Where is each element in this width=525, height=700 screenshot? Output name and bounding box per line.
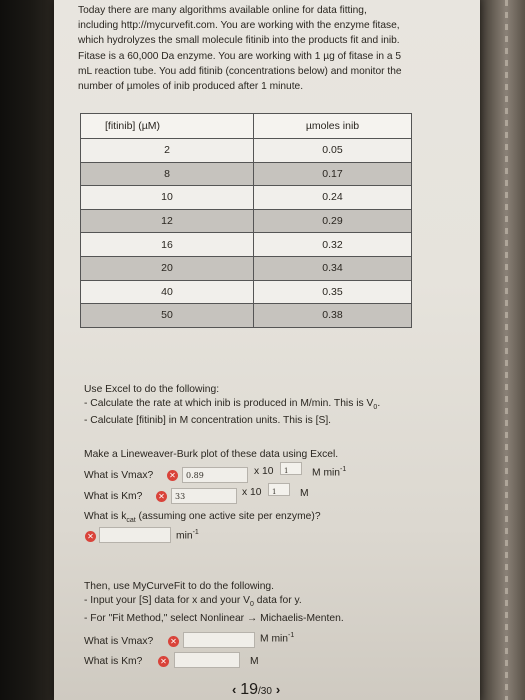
v0-subscript: 0	[373, 403, 378, 411]
incorrect-icon: ✕	[85, 531, 96, 542]
vmax-units	[312, 466, 346, 478]
intro-line: number of µmoles of inib produced after 1 minute.	[78, 81, 304, 93]
v0-subscript: 0	[249, 601, 254, 609]
units-exponent: -1	[288, 632, 295, 639]
intro-line: Fitase is a 60,000 Da enzyme. You are working with 1 µg of fitase in a 5	[78, 50, 401, 62]
excel-line	[84, 397, 444, 415]
period: .	[377, 397, 381, 409]
fit-vmax-units	[260, 632, 294, 644]
kcat-question-text-end: (assuming one active site per enzyme)?	[135, 511, 321, 522]
table-cell: 0.29	[254, 209, 412, 233]
fit-line-end: data for y.	[253, 595, 302, 606]
previous-page-button[interactable]: ‹	[232, 682, 237, 697]
worksheet-page	[54, 0, 480, 700]
table-cell: 12	[81, 209, 254, 233]
current-page: 19	[240, 681, 259, 698]
table-cell: 0.38	[254, 304, 412, 328]
kcat-units	[176, 529, 199, 541]
times-ten-label: x 10	[254, 466, 274, 477]
km-units: M	[300, 488, 309, 499]
table-row	[81, 139, 412, 163]
incorrect-icon: ✕	[167, 470, 178, 481]
next-page-button[interactable]: ›	[275, 682, 281, 697]
fit-line	[84, 594, 444, 612]
table-cell: 0.17	[254, 162, 412, 186]
excel-line-text: - Calculate the rate at which inib is produced in M/min. This is V	[84, 397, 374, 409]
background-stripes	[505, 0, 508, 700]
fit-km-question: What is Km?	[84, 656, 143, 667]
table-row	[81, 280, 412, 304]
units-label: min	[176, 530, 193, 542]
table-row	[81, 186, 412, 210]
fit-vmax-question: What is Vmax?	[84, 636, 154, 647]
incorrect-icon: ✕	[156, 491, 167, 502]
total-pages: /30	[258, 686, 272, 697]
table-cell: 10	[81, 186, 254, 210]
excel-line: Use Excel to do the following:	[84, 384, 220, 395]
fit-line: Then, use MyCurveFit to do the following.	[84, 581, 275, 592]
vmax-times-ten	[254, 466, 273, 477]
table-row	[81, 304, 412, 328]
intro-line: including http://mycurvefit.com. You are working with the enzyme fitase,	[78, 20, 400, 32]
table-row	[81, 209, 412, 233]
background-left	[0, 0, 54, 700]
km-times-ten	[242, 487, 261, 498]
table-cell: 0.24	[254, 186, 412, 210]
units-label: M min	[312, 467, 341, 479]
fit-line-text: - Input your [S] data for x and your V	[84, 595, 250, 606]
intro-line: mL reaction tube. You add fitinib (concentrations below) and monitor the	[78, 65, 402, 77]
fit-line: - For "Fit Method," select Nonlinear → Michaelis-Menten.	[84, 613, 344, 625]
vmax-question: What is Vmax?	[84, 470, 154, 481]
page-navigator	[232, 681, 280, 699]
curvefit-instructions	[84, 580, 444, 626]
km-exponent-input[interactable]	[268, 483, 290, 496]
table-row	[81, 162, 412, 186]
table-cell: 0.35	[254, 280, 412, 304]
column-header: µmoles inib	[254, 114, 412, 139]
units-label: M min	[260, 633, 289, 645]
vmax-exponent-input[interactable]	[280, 462, 302, 475]
column-header: [fitinib] (µM)	[81, 114, 254, 139]
times-ten-label: x 10	[242, 487, 262, 498]
km-mantissa-input[interactable]: 33	[171, 488, 237, 504]
intro-line: Today there are many algorithms available online for data fitting,	[78, 5, 367, 16]
units-exponent: -1	[340, 466, 347, 473]
intro-line: which hydrolyzes the small molecule fitinib into the products fit and inib.	[78, 35, 400, 47]
table-cell: 50	[81, 304, 254, 328]
table-cell: 0.32	[254, 233, 412, 257]
table-header-row	[81, 114, 412, 139]
table-cell: 16	[81, 233, 254, 257]
excel-line: - Calculate [fitinib] in M concentration units. This is [S].	[84, 415, 332, 427]
kcat-question-text: What is k	[84, 511, 127, 522]
vmax-mantissa-input[interactable]: 0.89	[182, 467, 248, 483]
table-row	[81, 256, 412, 280]
excel-instructions	[84, 383, 444, 428]
kcat-question	[84, 511, 321, 524]
incorrect-icon: ✕	[168, 636, 179, 647]
table-cell: 20	[81, 256, 254, 280]
table-cell: 0.34	[254, 256, 412, 280]
kcat-input[interactable]	[99, 527, 171, 543]
table-cell: 8	[81, 162, 254, 186]
units-exponent: -1	[192, 529, 199, 536]
exponent-value: 1	[272, 488, 277, 496]
lineweaver-instruction: Make a Lineweaver-Burk plot of these data using Excel.	[84, 449, 339, 460]
table-cell: 2	[81, 139, 254, 163]
fit-vmax-input[interactable]	[183, 632, 255, 648]
background-right	[478, 0, 525, 700]
incorrect-icon: ✕	[158, 656, 169, 667]
exponent-value: 1	[284, 467, 289, 475]
intro-text	[78, 3, 458, 94]
table-row	[81, 233, 412, 257]
data-table	[80, 113, 412, 328]
fit-km-units: M	[250, 656, 259, 667]
table-cell: 0.05	[254, 139, 412, 163]
km-question: What is Km?	[84, 491, 143, 502]
table-cell: 40	[81, 280, 254, 304]
kcat-subscript: cat	[126, 517, 136, 525]
fit-km-input[interactable]	[174, 652, 240, 668]
